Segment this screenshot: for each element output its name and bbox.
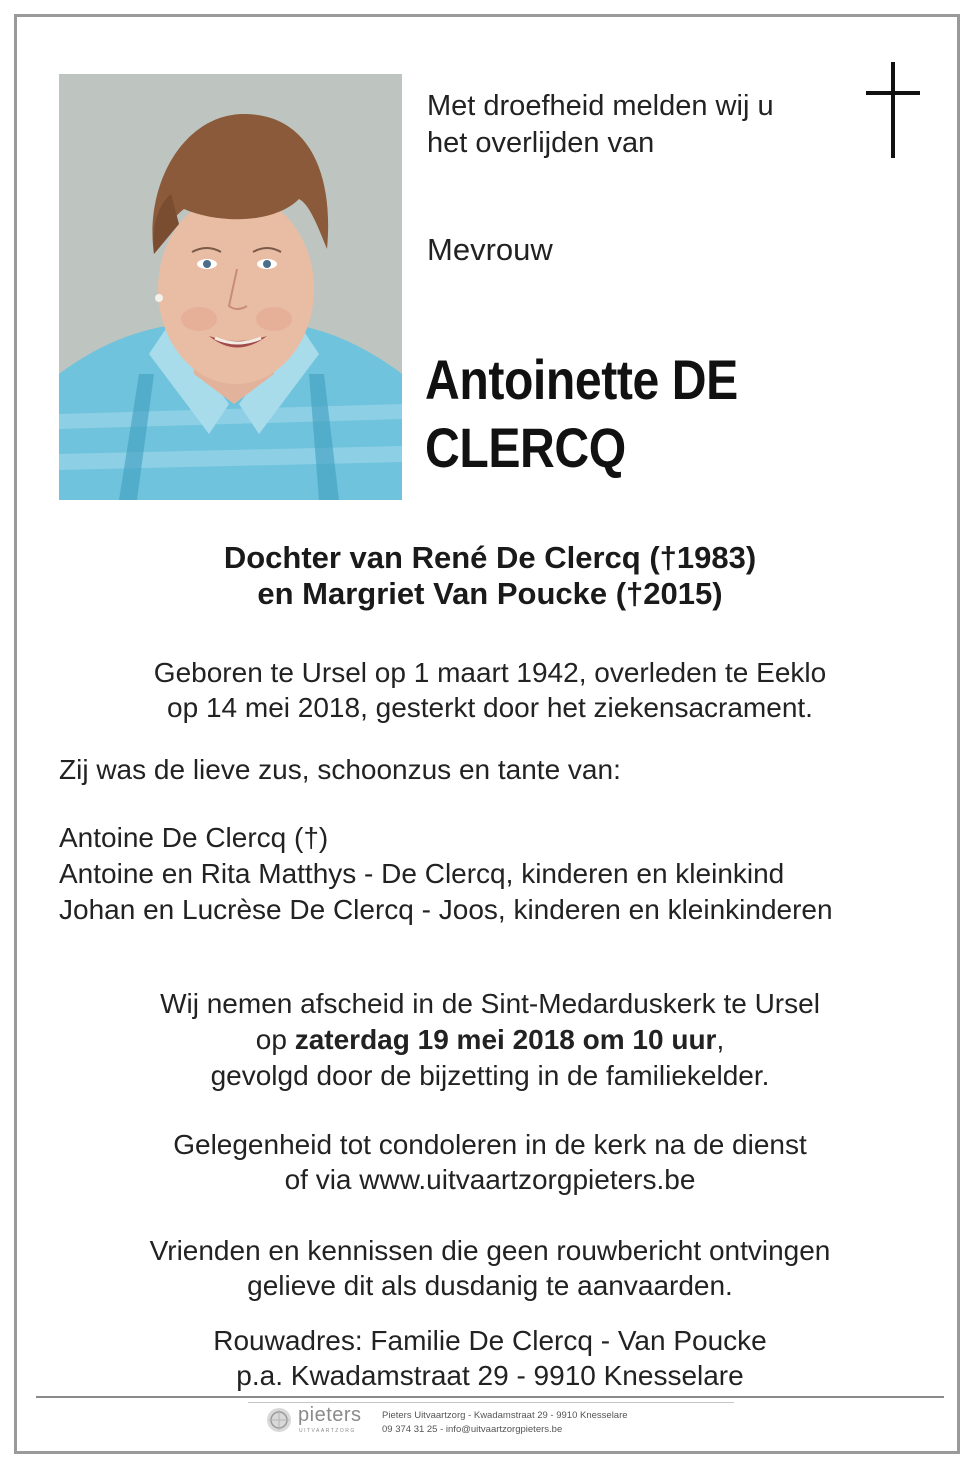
born-line-1: Geboren te Ursel op 1 maart 1942, overleden te Eeklo	[153, 657, 827, 688]
mourning-address	[0, 1323, 980, 1393]
relative-item: Antoine De Clercq (†)	[59, 822, 329, 853]
condole-line-1: Gelegenheid tot condoleren in de kerk na de dienst	[173, 1129, 807, 1160]
name-line-1: Antoinette DE	[425, 348, 738, 411]
friends-line-1: Vrienden en kennissen die geen rouwbericht ontvingen	[149, 1235, 831, 1266]
intro-text	[427, 88, 847, 162]
funeral-home-footer	[248, 1402, 734, 1441]
condole-line-2: of via www.uitvaartzorgpieters.be	[284, 1164, 696, 1195]
condolence-block	[0, 1127, 980, 1197]
parents-line-2: en Margriet Van Poucke (†2015)	[257, 576, 723, 611]
address-line-1: Rouwadres: Familie De Clercq - Van Poucke	[213, 1325, 767, 1356]
ceremony-suffix: ,	[716, 1024, 725, 1055]
ceremony-line-1: Wij nemen afscheid in de Sint-Medarduskerk te Ursel	[160, 988, 820, 1019]
relative-item: Johan en Lucrèse De Clercq - Joos, kinderen en kleinkinderen	[59, 894, 833, 925]
honorific: Mevrouw	[427, 232, 553, 267]
name-line-2: CLERCQ	[425, 416, 626, 479]
deceased-name	[425, 346, 786, 482]
parents-line-1: Dochter van René De Clercq (†1983)	[223, 540, 757, 575]
address-line-2: p.a. Kwadamstraat 29 - 9910 Knesselare	[236, 1360, 744, 1391]
parents-block	[0, 540, 980, 612]
footer-contact	[382, 1409, 628, 1437]
pieters-logo-icon	[266, 1407, 292, 1433]
ceremony-block	[0, 986, 980, 1094]
footer-info-line-1: Pieters Uitvaartzorg - Kwadamstraat 29 - 9910 Knesselare	[382, 1410, 628, 1421]
relative-item: Antoine en Rita Matthys - De Clercq, kinderen en kleinkind	[59, 858, 785, 889]
logo-name: pieters	[298, 1404, 362, 1426]
cross-icon	[862, 62, 924, 160]
born-line-2: op 14 mei 2018, gesterkt door het ziekensacrament.	[167, 692, 813, 723]
ceremony-date: zaterdag 19 mei 2018 om 10 uur	[294, 1024, 717, 1055]
relatives-list	[59, 820, 833, 928]
friends-notice	[0, 1233, 980, 1303]
logo-subtitle: UITVAARTZORG	[299, 1428, 356, 1434]
ceremony-line-3: gevolgd door de bijzetting in de familiekelder.	[210, 1060, 770, 1091]
ceremony-prefix: op	[255, 1024, 295, 1055]
footer-divider	[36, 1396, 944, 1398]
intro-line-2: het overlijden van	[427, 127, 655, 159]
intro-line-1: Met droefheid melden wij u	[427, 90, 774, 122]
relatives-intro: Zij was de lieve zus, schoonzus en tante van:	[59, 754, 621, 785]
portrait-photo	[59, 74, 402, 500]
footer-info-line-2: 09 374 31 25 - info@uitvaartzorgpieters.be	[382, 1424, 563, 1435]
birth-death-block	[0, 655, 980, 725]
ceremony-line-2	[0, 1022, 980, 1058]
friends-line-2: gelieve dit als dusdanig te aanvaarden.	[247, 1270, 733, 1301]
